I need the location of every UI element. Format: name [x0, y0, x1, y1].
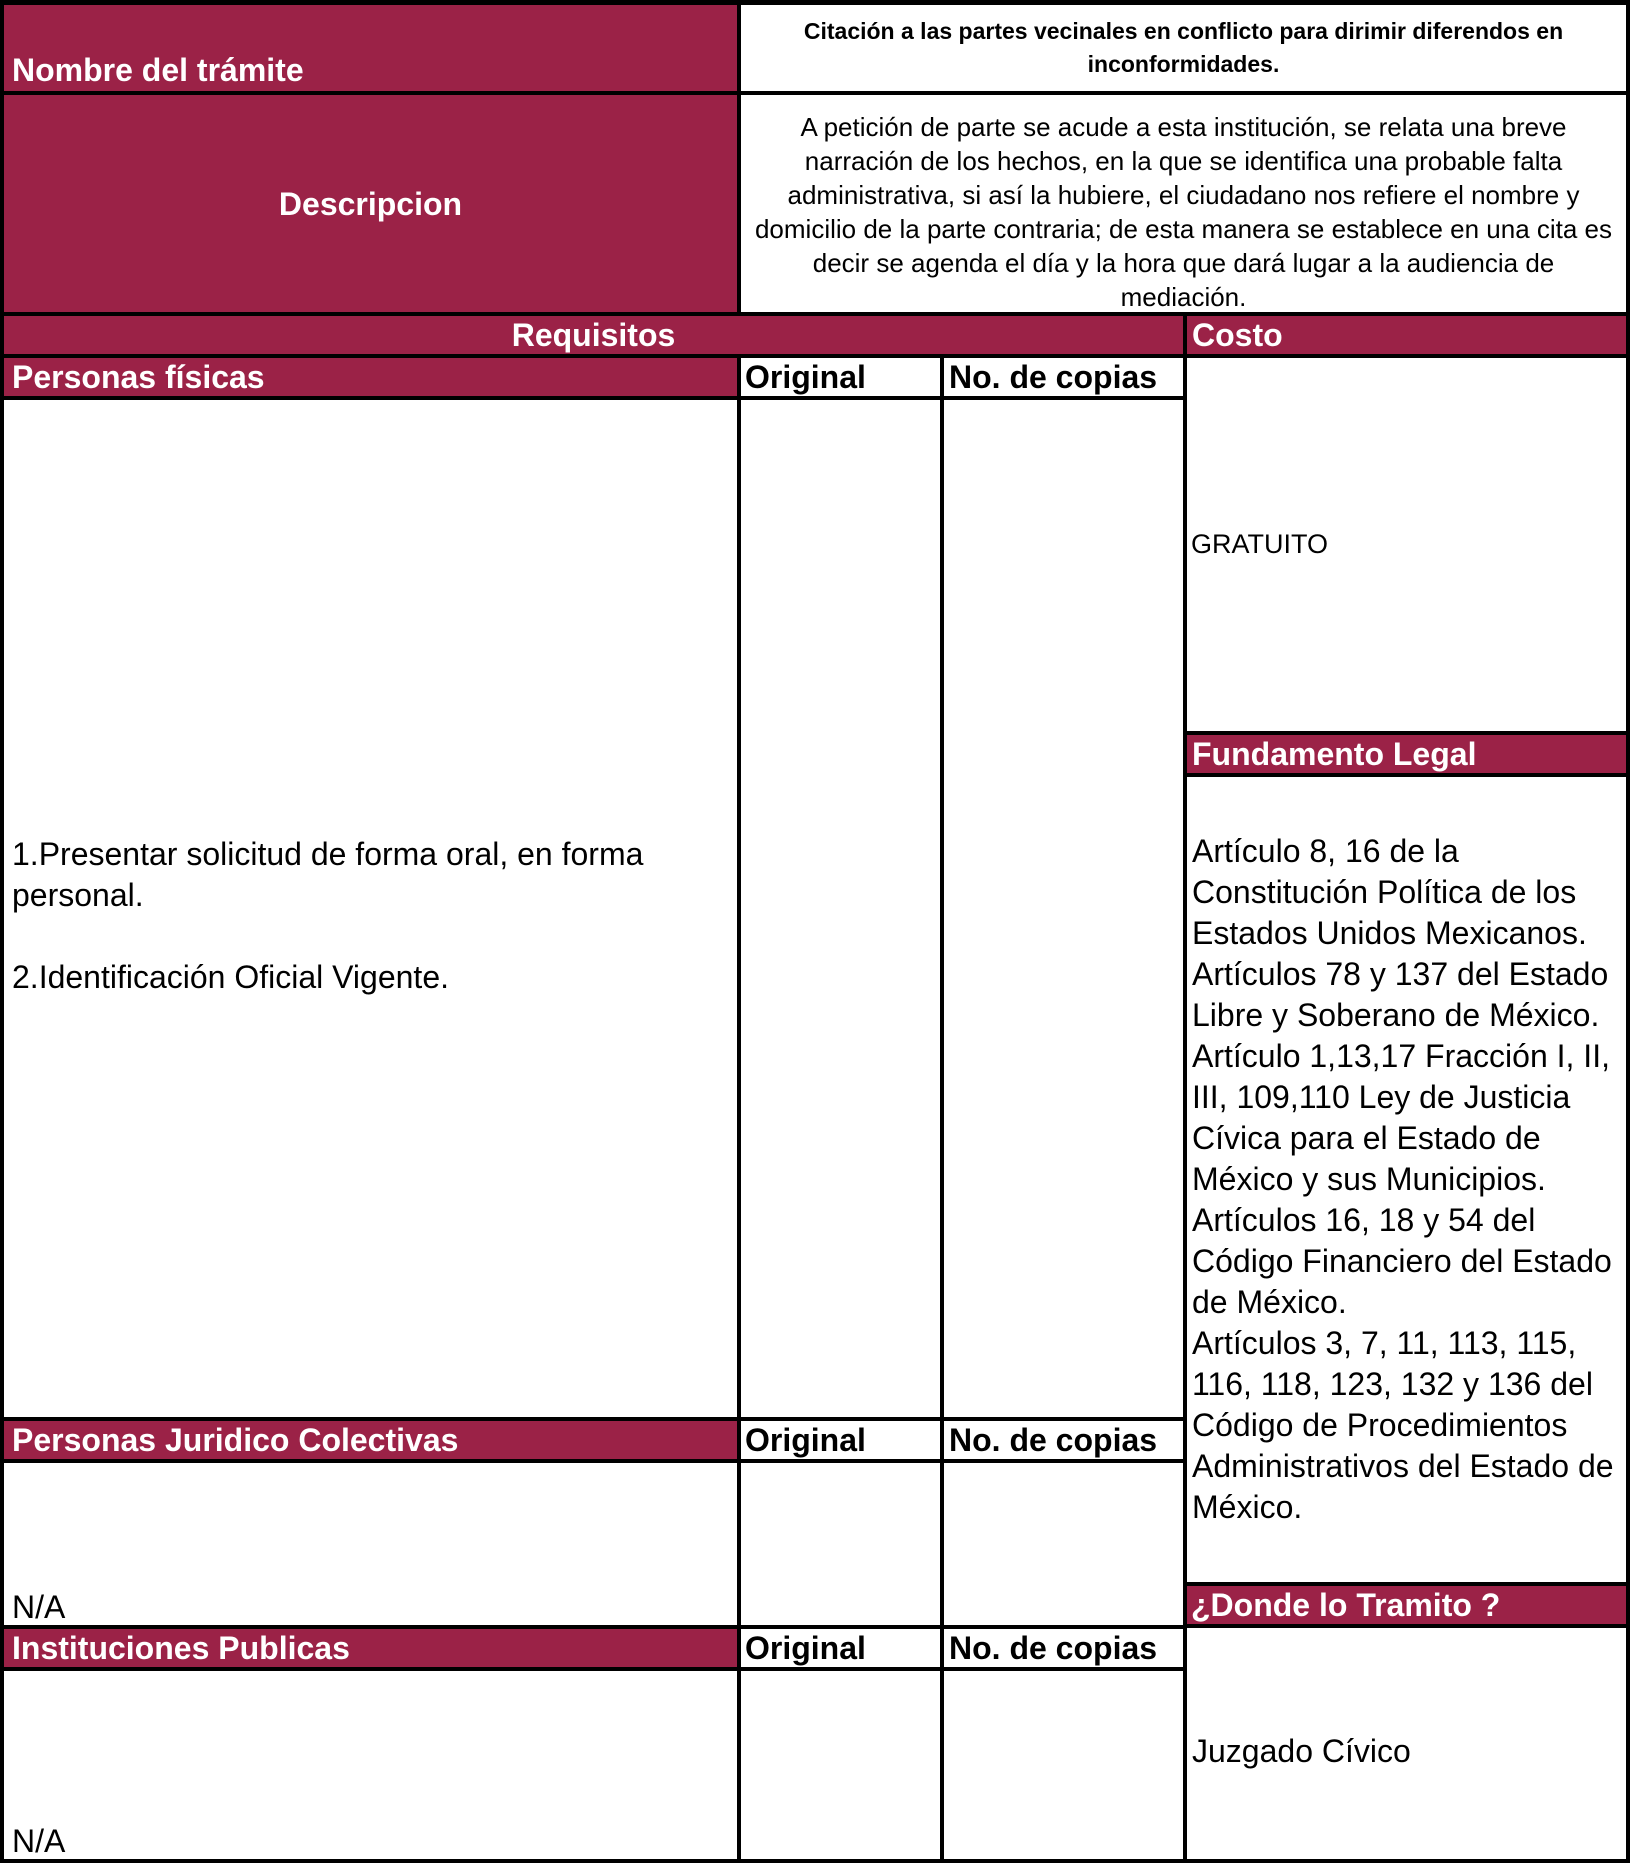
- instituciones-copias-label: No. de copias: [949, 1630, 1158, 1666]
- line-req-title: [0, 354, 1187, 358]
- descripcion-label-text: Descripcion: [278, 185, 463, 222]
- fundamento-header: [1187, 735, 1626, 773]
- instituciones-requisitos: N/A: [12, 1823, 66, 1859]
- personas-juridico-label: Personas Juridico Colectivas: [12, 1422, 459, 1458]
- requisitos-title: Requisitos: [511, 317, 676, 353]
- donde-header: [1187, 1586, 1626, 1624]
- line-pj-header: [0, 1459, 1187, 1463]
- instituciones-header: [4, 1629, 737, 1667]
- line-col-original: [737, 354, 741, 1863]
- line-ip-top: [0, 1625, 1187, 1629]
- line-fund-header: [1187, 773, 1630, 777]
- fundamento-label: Fundamento Legal: [1192, 736, 1477, 772]
- donde-value: Juzgado Cívico: [1192, 1733, 1411, 1769]
- donde-label: ¿Donde lo Tramito ?: [1191, 1587, 1501, 1623]
- line-col-copias: [940, 354, 944, 1863]
- costo-header: [1187, 316, 1626, 354]
- fundamento-value: Artículo 8, 16 de la Constitución Política de los Estados Unidos Mexicanos. Artículos 78 y 137 del Estado Libre y Soberano de México. Artículo 1,13,17 Fracción I, II, III, 109,110 Ley de Justicia Cívica para el Estado de México y sus Municipios. Artículos 16, 18 y 54 del Código Financiero del Estado de México. Artículos 3, 7, 11, 113, 115, 116, 118, 123, 132 y 136 del Código de Procedimientos Administrativos del Estado de México.: [1192, 833, 1614, 1525]
- nombre-tramite-value-text: Citación a las partes vecinales en conflicto para dirimir diferendos en inconformidades.: [803, 18, 1564, 77]
- personas-juridico-requisitos: N/A: [12, 1589, 66, 1625]
- line-header-split: [737, 0, 741, 316]
- fundamento-body: [1187, 777, 1626, 1582]
- line-costo-header: [1187, 354, 1630, 358]
- descripcion-value-text: A petición de parte se acude a esta institución, se relata una breve narración de los hechos, en la que se identifica una probable falta administrativa, si así la hubiere, el ciudadano nos refiere el nombre y domicilio de la parte contraria; de esta manera se establece en una cita es decir se agenda el día y la hora que dará lugar a la audiencia de mediación.: [754, 111, 1613, 312]
- instituciones-original-header: [741, 1629, 940, 1667]
- line-pj-top: [0, 1417, 1187, 1421]
- costo-value: [1187, 358, 1626, 731]
- border-left: [0, 0, 4, 1863]
- personas-juridico-original-label: Original: [745, 1422, 866, 1458]
- personas-fisicas-original-label: Original: [745, 359, 866, 395]
- instituciones-original-label: Original: [745, 1630, 866, 1666]
- nombre-tramite-label: [4, 5, 737, 91]
- nombre-tramite-label-text: Nombre del trámite: [12, 52, 304, 88]
- personas-fisicas-copias-label: No. de copias: [949, 359, 1158, 395]
- requisitos-header: [4, 316, 1183, 354]
- personas-fisicas-body: [4, 400, 737, 1417]
- personas-fisicas-original-header: [741, 358, 940, 396]
- donde-body: [1187, 1628, 1626, 1859]
- line-pf-header: [0, 396, 1187, 400]
- border-bottom: [0, 1859, 1630, 1863]
- personas-fisicas-copias-header: [944, 358, 1183, 396]
- instituciones-body: [4, 1671, 737, 1859]
- instituciones-copias-header: [944, 1629, 1183, 1667]
- line-row1: [0, 91, 1630, 95]
- descripcion-label: [4, 95, 737, 312]
- personas-fisicas-requisitos: 1.Presentar solicitud de forma oral, en forma personal. 2.Identificación Oficial Vigente.: [12, 835, 644, 995]
- costo-label: Costo: [1192, 317, 1283, 353]
- personas-juridico-header: [4, 1421, 737, 1459]
- personas-juridico-copias-label: No. de copias: [949, 1422, 1158, 1458]
- line-ip-header: [0, 1667, 1187, 1671]
- personas-fisicas-label: Personas físicas: [12, 359, 265, 395]
- line-col-right: [1183, 312, 1187, 1863]
- instituciones-label: Instituciones Publicas: [12, 1630, 350, 1666]
- line-fund-top: [1187, 731, 1630, 735]
- nombre-tramite-value: [741, 5, 1626, 91]
- personas-fisicas-header: [4, 358, 737, 396]
- personas-juridico-body: [4, 1463, 737, 1625]
- line-donde-top: [1187, 1582, 1630, 1586]
- costo-value-text: GRATUITO: [1191, 529, 1329, 559]
- descripcion-value: [741, 95, 1626, 312]
- personas-juridico-original-header: [741, 1421, 940, 1459]
- line-donde-header: [1187, 1624, 1630, 1628]
- personas-juridico-copias-header: [944, 1421, 1183, 1459]
- border-top: [0, 0, 1630, 5]
- line-row2: [0, 312, 1630, 316]
